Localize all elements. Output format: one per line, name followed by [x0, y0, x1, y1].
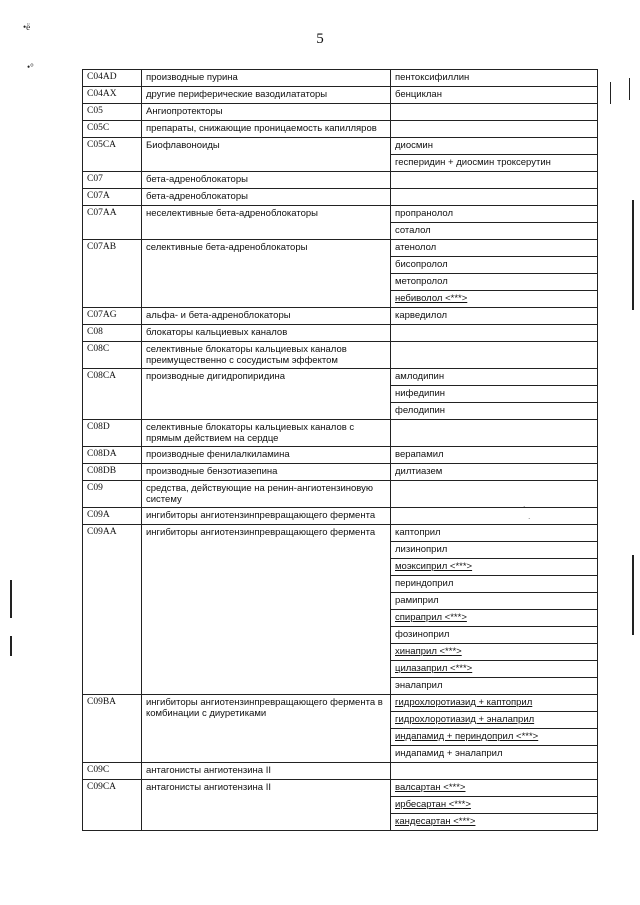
drug-name-cell: [391, 104, 598, 121]
atc-code-cell: C05CA: [83, 138, 142, 172]
group-description-cell: альфа- и бета-адреноблокаторы: [142, 308, 391, 325]
drug-name-cell: [391, 678, 598, 695]
group-description-cell: бета-адреноблокаторы: [142, 172, 391, 189]
drug-name-cell: [391, 308, 598, 325]
atc-code-cell: C07: [83, 172, 142, 189]
group-description-cell: Биофлавоноиды: [142, 138, 391, 172]
scan-edge-mark: [632, 200, 634, 310]
drug-name: бенциклан: [395, 89, 442, 100]
drug-name: спираприл <***>: [395, 612, 467, 623]
drug-name: индапамид + периндоприл <***>: [395, 731, 539, 742]
atc-code-cell: C07A: [83, 189, 142, 206]
drug-name: небиволол <***>: [395, 293, 468, 304]
atc-code-cell: C09: [83, 481, 142, 508]
drug-name-cell: [391, 121, 598, 138]
drug-name: валсартан <***>: [395, 782, 466, 793]
group-description-cell: ингибиторы ангиотензинпревращающего фермента в комбинации с диуретиками: [142, 695, 391, 763]
group-description-cell: производные дигидропиридина: [142, 369, 391, 420]
drug-name: ирбесартан <***>: [395, 799, 471, 810]
drug-name: метопролол: [395, 276, 448, 287]
scan-edge-mark: [10, 580, 12, 618]
atc-code-cell: C08DB: [83, 464, 142, 481]
drug-name-cell: [391, 189, 598, 206]
drug-name-cell: [391, 138, 598, 155]
drug-name: дилтиазем: [395, 466, 443, 477]
drug-name-cell: [391, 70, 598, 87]
drug-name-cell: [391, 729, 598, 746]
table-row: [83, 87, 598, 104]
table-row: [83, 763, 598, 780]
drug-name: цилазаприл <***>: [395, 663, 473, 674]
drug-name-cell: [391, 525, 598, 542]
drug-name-cell: [391, 206, 598, 223]
drug-name: пропранолол: [395, 208, 454, 219]
table-row: [83, 525, 598, 542]
drug-name: амлодипин: [395, 371, 445, 382]
drug-name-cell: [391, 87, 598, 104]
table-row: [83, 464, 598, 481]
drug-name-cell: [391, 542, 598, 559]
drug-name-cell: [391, 576, 598, 593]
group-description-cell: производные фенилалкиламина: [142, 447, 391, 464]
table-row: [83, 508, 598, 525]
atc-code-cell: C05: [83, 104, 142, 121]
scan-edge-mark: [10, 636, 12, 656]
drug-name-cell: [391, 447, 598, 464]
table-row: [83, 206, 598, 223]
drug-name: атенолол: [395, 242, 437, 253]
atc-code-cell: C09C: [83, 763, 142, 780]
atc-code-cell: C09CA: [83, 780, 142, 831]
drug-name-cell: [391, 644, 598, 661]
drug-name-cell: [391, 508, 598, 525]
scan-speck: ·: [528, 515, 531, 523]
drug-name: моэксиприл <***>: [395, 561, 473, 572]
table-row: [83, 189, 598, 206]
drug-name-cell: [391, 695, 598, 712]
atc-code-cell: C08DA: [83, 447, 142, 464]
group-description-cell: селективные блокаторы кальциевых каналов преимущественно с сосудистым эффектом: [142, 342, 391, 369]
corner-mark: •ё: [23, 22, 31, 32]
table-row: [83, 780, 598, 797]
drug-name-cell: [391, 240, 598, 257]
drug-name-cell: [391, 481, 598, 508]
table-row: [83, 695, 598, 712]
drug-name: соталол: [395, 225, 431, 236]
group-description-cell: ингибиторы ангиотензинпревращающего фермента: [142, 508, 391, 525]
atc-code-cell: C09BA: [83, 695, 142, 763]
group-description-cell: ингибиторы ангиотензинпревращающего фермента: [142, 525, 391, 695]
drug-name-cell: [391, 155, 598, 172]
drug-name: верапамил: [395, 449, 444, 460]
scan-edge-mark: [610, 82, 611, 104]
atc-code-cell: C08CA: [83, 369, 142, 420]
drug-name: диосмин: [395, 140, 433, 151]
drug-name-cell: [391, 814, 598, 831]
table-row: [83, 481, 598, 508]
group-description-cell: антагонисты ангиотензина II: [142, 780, 391, 831]
table-row: [83, 104, 598, 121]
drug-name: рамиприл: [395, 595, 439, 606]
table-row: [83, 138, 598, 155]
drug-name: бисопролол: [395, 259, 448, 270]
scan-edge-mark: [629, 78, 630, 100]
drug-name: фелодипин: [395, 405, 446, 416]
drug-name-cell: [391, 274, 598, 291]
table-row: [83, 308, 598, 325]
table-row: [83, 342, 598, 369]
drug-name-cell: [391, 386, 598, 403]
drug-name: каптоприл: [395, 527, 441, 538]
drug-name-cell: [391, 325, 598, 342]
group-description-cell: бета-адреноблокаторы: [142, 189, 391, 206]
group-description-cell: селективные блокаторы кальциевых каналов с прямым действием на сердце: [142, 420, 391, 447]
atc-code-cell: C07AB: [83, 240, 142, 308]
drug-classification-table: [82, 69, 598, 831]
page-number: 5: [316, 31, 324, 47]
drug-name: гидрохлоротиазид + эналаприл: [395, 714, 535, 725]
atc-code-cell: C04AX: [83, 87, 142, 104]
drug-name-cell: [391, 746, 598, 763]
drug-name-cell: [391, 464, 598, 481]
drug-name: индапамид + эналаприл: [395, 748, 503, 759]
atc-code-cell: C04AD: [83, 70, 142, 87]
drug-name-cell: [391, 780, 598, 797]
table-row: [83, 420, 598, 447]
drug-name-cell: [391, 559, 598, 576]
drug-name: хинаприл <***>: [395, 646, 462, 657]
group-description-cell: препараты, снижающие проницаемость капилляров: [142, 121, 391, 138]
scan-edge-mark: [632, 555, 634, 635]
table-row: [83, 369, 598, 386]
drug-name: карведилол: [395, 310, 448, 321]
group-description-cell: средства, действующие на ренин-ангиотензиновую систему: [142, 481, 391, 508]
drug-name: гесперидин + диосмин троксерутин: [395, 157, 551, 168]
drug-name-cell: [391, 172, 598, 189]
group-description-cell: селективные бета-адреноблокаторы: [142, 240, 391, 308]
group-description-cell: Ангиопротекторы: [142, 104, 391, 121]
drug-name-cell: [391, 627, 598, 644]
drug-name-cell: [391, 291, 598, 308]
drug-name: периндоприл: [395, 578, 454, 589]
atc-code-cell: C07AA: [83, 206, 142, 240]
atc-code-cell: C08: [83, 325, 142, 342]
drug-name-cell: [391, 403, 598, 420]
corner-mark-small: •°: [27, 62, 34, 72]
group-description-cell: производные пурина: [142, 70, 391, 87]
drug-name: пентоксифиллин: [395, 72, 470, 83]
drug-name-cell: [391, 763, 598, 780]
drug-name: фозиноприл: [395, 629, 450, 640]
group-description-cell: неселективные бета-адреноблокаторы: [142, 206, 391, 240]
table-row: [83, 121, 598, 138]
drug-name-cell: [391, 712, 598, 729]
atc-code-cell: C05C: [83, 121, 142, 138]
drug-name: нифедипин: [395, 388, 445, 399]
atc-code-cell: C07AG: [83, 308, 142, 325]
table-row: [83, 325, 598, 342]
group-description-cell: антагонисты ангиотензина II: [142, 763, 391, 780]
table-row: [83, 172, 598, 189]
drug-name-cell: [391, 797, 598, 814]
drug-name-cell: [391, 342, 598, 369]
atc-code-cell: C08D: [83, 420, 142, 447]
atc-code-cell: C09AA: [83, 525, 142, 695]
group-description-cell: блокаторы кальциевых каналов: [142, 325, 391, 342]
drug-name-cell: [391, 661, 598, 678]
scan-speck: ·: [523, 503, 526, 511]
group-description-cell: производные бензотиазепина: [142, 464, 391, 481]
drug-name: кандесартан <***>: [395, 816, 476, 827]
group-description-cell: другие периферические вазодилататоры: [142, 87, 391, 104]
drug-name-cell: [391, 420, 598, 447]
drug-name-cell: [391, 610, 598, 627]
drug-name-cell: [391, 257, 598, 274]
drug-name: эналаприл: [395, 680, 443, 691]
drug-name: лизиноприл: [395, 544, 448, 555]
atc-code-cell: C08C: [83, 342, 142, 369]
atc-code-cell: C09A: [83, 508, 142, 525]
drug-name-cell: [391, 369, 598, 386]
table-row: [83, 70, 598, 87]
table-row: [83, 240, 598, 257]
drug-name: гидрохлоротиазид + каптоприл: [395, 697, 533, 708]
table-row: [83, 447, 598, 464]
drug-name-cell: [391, 593, 598, 610]
drug-name-cell: [391, 223, 598, 240]
